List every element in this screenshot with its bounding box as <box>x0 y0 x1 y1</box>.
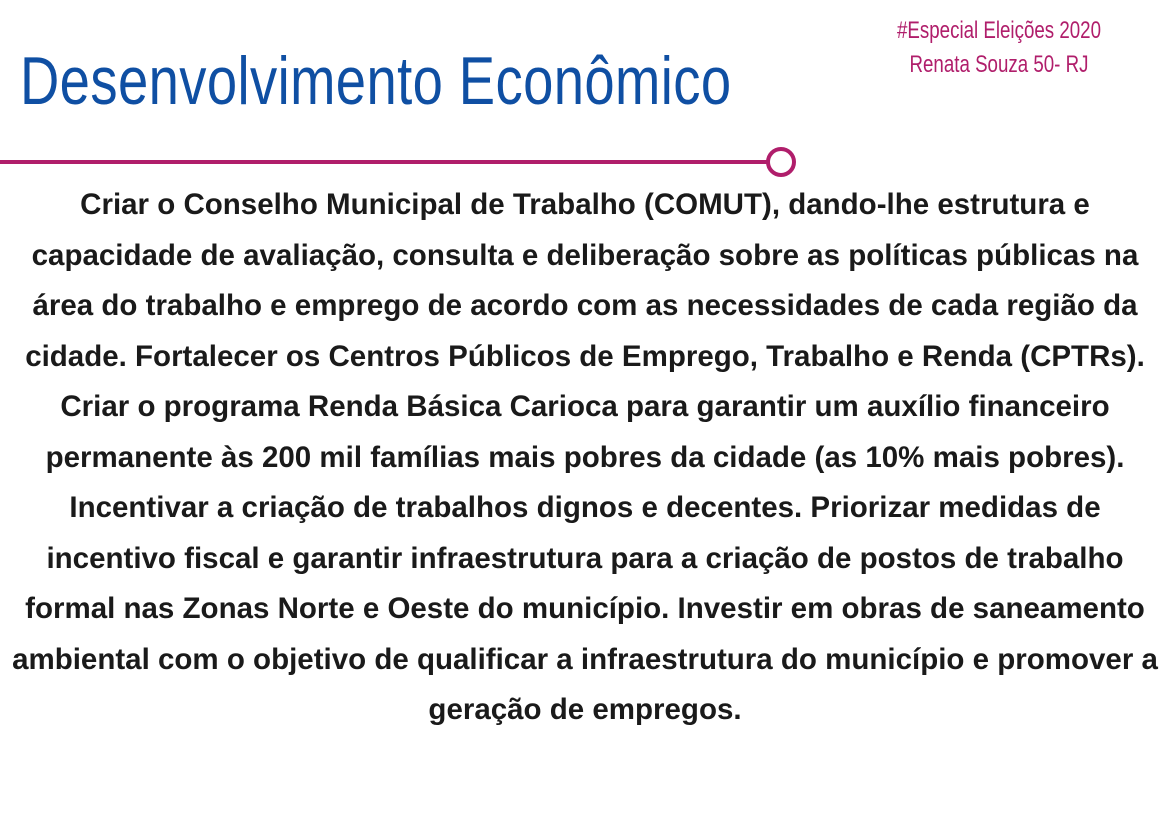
campaign-tag <box>868 14 1130 82</box>
economic-proposals-paragraph: Criar o Conselho Municipal de Trabalho (COMUT), dando-lhe estrutura e capacidade de avaliação, consulta e deliberação sobre as políticas públicas na área do trabalho e emprego de acordo com as necessidades de cada região da cidade. Fortalecer os Centros Públicos de Emprego, Trabalho e Renda (CPTRs). Criar o programa Renda Básica Carioca para garantir um auxílio financeiro permanente às 200 mil famílias mais pobres da cidade (as 10% mais pobres). Incentivar a criação de trabalhos dignos e decentes. Priorizar medidas de incentivo fiscal e garantir infraestrutura para a criação de postos de trabalho formal nas Zonas Norte e Oeste do município. Investir em obras de saneamento ambiental com o objetivo de qualificar a infraestrutura do município e promover a geração de empregos. <box>12 188 1158 726</box>
hashtag-label: #Especial Eleições 2020 <box>897 17 1101 44</box>
page-title: Desenvolvimento Econômico <box>20 43 732 119</box>
divider-line <box>0 145 800 185</box>
divider-circle-marker <box>768 149 794 175</box>
candidate-label: Renata Souza 50- RJ <box>909 51 1089 78</box>
